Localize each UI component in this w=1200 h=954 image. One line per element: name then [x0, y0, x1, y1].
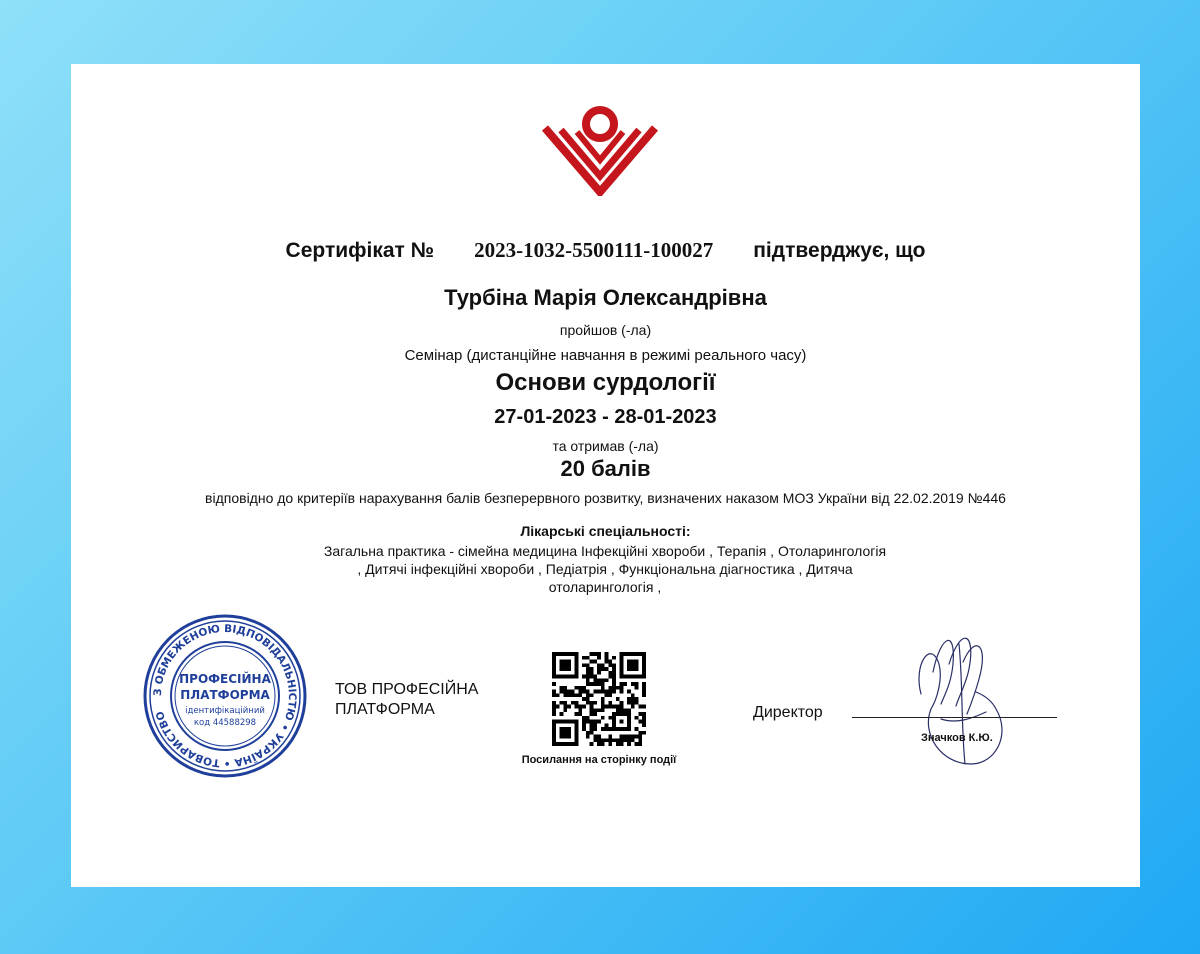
specialties-line-2: , Дитячі інфекційні хвороби , Педіатрія , Функціональна діагностика , Дитяча — [357, 561, 853, 577]
certificate-number-row — [71, 238, 1140, 263]
course-title: Основи сурдології — [495, 369, 716, 396]
event-type: Семінар (дистанційне навчання в режимі реального часу) — [404, 347, 807, 364]
confirms-text: підтверджує, що — [753, 239, 926, 262]
received-text: та отримав (-ла) — [552, 438, 659, 454]
specialties-title: Лікарські спеціальності: — [520, 523, 691, 539]
qr-caption: Посилання на сторінку події — [521, 754, 677, 766]
organization-name — [335, 680, 525, 720]
signer-name: Значков К.Ю. — [921, 732, 993, 744]
stamp-center-line-4: код 44588298 — [193, 718, 257, 728]
round-seal-icon — [142, 613, 308, 779]
stamp-center-line-2: ПЛАТФОРМА — [180, 688, 270, 702]
passed-text: пройшов (-ла) — [559, 322, 652, 338]
recipient-name: Турбіна Марія Олександрівна — [444, 285, 767, 310]
criteria-text: відповідно до критеріїв нарахування балів безперервного розвитку, визначених наказом МОЗ України від 22.02.2019 №446 — [205, 490, 1006, 506]
director-label: Директор — [753, 704, 823, 721]
stamp-center-line-1: ПРОФЕСІЙНА — [179, 672, 271, 686]
specialties-line-1: Загальна практика - сімейна медицина Інфекційні хвороби , Терапія , Отоларингологія — [323, 543, 887, 559]
signature-line — [852, 717, 1057, 718]
certificate-sheet — [71, 64, 1140, 887]
specialties-line-3: отоларингологія , — [548, 579, 662, 595]
event-dates: 27-01-2023 - 28-01-2023 — [494, 406, 717, 428]
handwritten-signature-icon — [901, 624, 1011, 774]
specialties-list — [235, 542, 975, 596]
organization-line-2: ПЛАТФОРМА — [335, 701, 435, 718]
certificate-number: 2023-1032-5500111-100027 — [474, 238, 714, 262]
stamp-center-line-3: ідентифікаційний — [185, 706, 265, 716]
stamp-outer-text: З ОБМЕЖЕНОЮ ВІДПОВІДАЛЬНІСТЮ • УКРАЇНА • ТОВАРИСТВО — [151, 622, 299, 770]
qr-code-icon[interactable] — [552, 652, 646, 746]
points-awarded: 20 балів — [560, 456, 651, 481]
organization-line-1: ТОВ ПРОФЕСІЙНА — [335, 681, 479, 698]
certificate-label: Сертифікат № — [285, 239, 435, 262]
v-chevron-logo-icon — [541, 100, 659, 196]
